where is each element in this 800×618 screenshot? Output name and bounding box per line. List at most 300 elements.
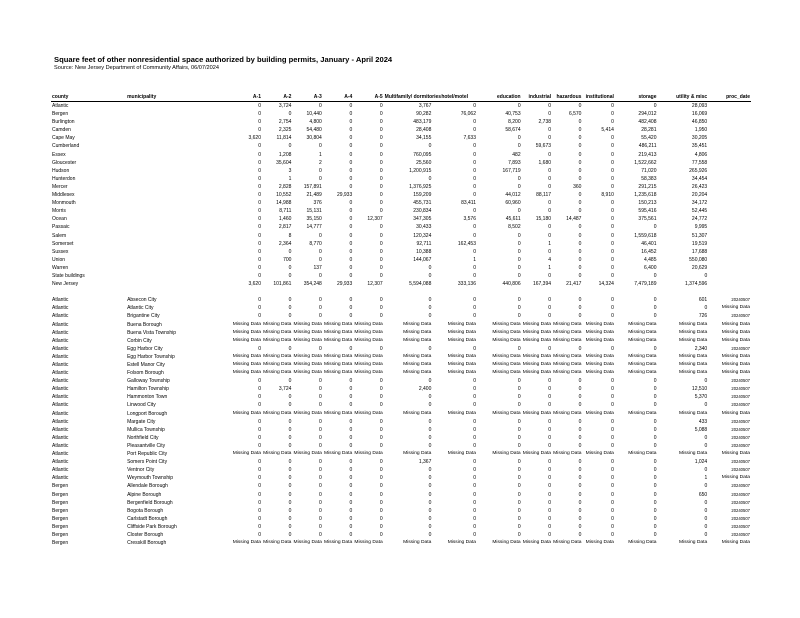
value-cell: 0 bbox=[258, 499, 261, 506]
value-cell: 0 bbox=[379, 272, 383, 279]
value-cell: 0 bbox=[379, 305, 383, 312]
municipality-cell bbox=[126, 134, 232, 142]
value-cell: Missing Data bbox=[263, 540, 292, 546]
value-cell: 0 bbox=[473, 394, 476, 401]
municipality-cell bbox=[126, 126, 232, 134]
value-cell: 0 bbox=[548, 491, 552, 498]
value-cell: 0 bbox=[379, 119, 383, 126]
value-cell: 0 bbox=[319, 345, 322, 352]
value-cell: 3 bbox=[288, 167, 292, 174]
value-cell: 101,861 bbox=[273, 281, 292, 288]
value-cell: 0 bbox=[349, 426, 353, 433]
value-cell: 159,209 bbox=[413, 192, 432, 199]
value-cell: 0 bbox=[473, 313, 476, 320]
value-cell: 0 bbox=[349, 467, 353, 474]
value-cell: 0 bbox=[578, 467, 582, 474]
value-cell: 0 bbox=[288, 418, 292, 425]
municipality-cell: Pleasantville City bbox=[127, 442, 166, 449]
value-cell: 0 bbox=[611, 240, 614, 247]
value-cell: 0 bbox=[258, 297, 261, 304]
value-cell: 0 bbox=[473, 151, 476, 158]
value-cell: 482,408 bbox=[638, 119, 657, 126]
value-cell: 0 bbox=[578, 248, 582, 255]
value-cell: 0 bbox=[548, 297, 552, 304]
value-cell: 0 bbox=[473, 475, 476, 482]
value-cell: 0 bbox=[428, 297, 432, 304]
value-cell: 0 bbox=[258, 426, 261, 433]
value-cell: 0 bbox=[319, 272, 322, 279]
report-source: Source: New Jersey Department of Community Affairs, 06/07/2024 bbox=[54, 65, 219, 71]
value-cell bbox=[708, 264, 751, 272]
value-cell: 0 bbox=[473, 119, 476, 126]
value-cell: 0 bbox=[517, 135, 521, 142]
value-cell: 1,024 bbox=[694, 459, 708, 466]
value-cell: 0 bbox=[704, 442, 708, 449]
value-cell: Missing Data bbox=[263, 451, 292, 457]
value-cell: 0 bbox=[653, 402, 657, 409]
value-cell: 0 bbox=[258, 127, 261, 134]
value-cell: 0 bbox=[517, 467, 521, 474]
value-cell: 0 bbox=[611, 264, 614, 271]
value-cell: Missing Data bbox=[293, 329, 322, 335]
value-cell: 0 bbox=[379, 483, 383, 490]
value-cell: 0 bbox=[258, 256, 261, 263]
value-cell: 3,576 bbox=[463, 216, 476, 223]
value-cell: 700 bbox=[283, 256, 292, 263]
value-cell: Missing Data bbox=[447, 540, 476, 546]
value-cell: 1,367 bbox=[418, 459, 432, 466]
value-cell: Missing Data bbox=[323, 370, 353, 376]
value-cell: 291,215 bbox=[638, 183, 657, 190]
municipality-row bbox=[51, 515, 751, 523]
value-cell: Missing Data bbox=[522, 362, 552, 367]
value-cell: 0 bbox=[653, 297, 657, 304]
value-cell: 0 bbox=[473, 523, 476, 530]
municipality-cell: Corbin City bbox=[127, 337, 152, 344]
value-cell: 0 bbox=[653, 345, 657, 352]
value-cell: 0 bbox=[258, 507, 261, 514]
value-cell bbox=[708, 175, 751, 183]
value-cell: Missing Data bbox=[721, 329, 750, 335]
value-cell: 5,414 bbox=[601, 127, 614, 134]
value-cell: 0 bbox=[611, 159, 614, 166]
value-cell: 0 bbox=[548, 402, 552, 409]
municipality-row bbox=[51, 418, 751, 426]
municipality-cell: Port Republic City bbox=[127, 451, 168, 458]
value-cell: 0 bbox=[258, 418, 261, 425]
county-cell: Passaic bbox=[52, 224, 70, 231]
value-cell: 0 bbox=[473, 434, 476, 441]
value-cell: 0 bbox=[611, 402, 614, 409]
value-cell: 0 bbox=[288, 305, 292, 312]
value-cell: 0 bbox=[578, 378, 582, 385]
value-cell: 0 bbox=[428, 475, 432, 482]
value-cell: 0 bbox=[548, 232, 552, 239]
county-cell: Somerset bbox=[52, 240, 74, 247]
value-cell: Missing Data bbox=[553, 410, 582, 416]
value-cell: 20,204 bbox=[691, 192, 708, 199]
value-cell: Missing Data bbox=[522, 370, 552, 376]
value-cell: 0 bbox=[578, 232, 582, 239]
value-cell: 0 bbox=[319, 426, 322, 433]
value-cell: Missing Data bbox=[447, 321, 476, 327]
value-cell: Missing Data bbox=[553, 321, 582, 327]
value-cell: Missing Data bbox=[293, 410, 322, 416]
value-cell: 17,688 bbox=[691, 248, 708, 255]
value-cell: 20,629 bbox=[691, 264, 708, 271]
value-cell: 0 bbox=[258, 491, 261, 498]
value-cell: 0 bbox=[578, 159, 582, 166]
value-cell: 0 bbox=[653, 483, 657, 490]
column-header-6: A-5 bbox=[353, 86, 383, 102]
municipality-cell bbox=[126, 102, 232, 111]
county-cell: Atlantic bbox=[52, 410, 69, 417]
value-cell: 0 bbox=[473, 378, 476, 385]
municipality-row bbox=[51, 296, 751, 304]
value-cell: Missing Data bbox=[628, 451, 657, 457]
value-cell: 1,200,915 bbox=[409, 167, 432, 174]
value-cell: 0 bbox=[258, 175, 261, 182]
value-cell: 0 bbox=[578, 345, 582, 352]
value-cell: Missing Data bbox=[585, 370, 614, 376]
county-total-row bbox=[51, 207, 751, 215]
municipality-cell: Margate City bbox=[127, 418, 156, 425]
municipality-cell: Egg Harbor Township bbox=[127, 353, 175, 360]
county-total-row bbox=[51, 256, 751, 264]
value-cell: 0 bbox=[349, 111, 353, 118]
value-cell: Missing Data bbox=[678, 353, 708, 359]
value-cell: 0 bbox=[548, 467, 552, 474]
value-cell: 28,281 bbox=[641, 127, 657, 134]
value-cell: 7,479,189 bbox=[634, 281, 657, 288]
value-cell: 0 bbox=[379, 434, 383, 441]
municipality-cell: Buena Borough bbox=[127, 321, 162, 328]
county-cell: Bergen bbox=[52, 483, 69, 490]
value-cell: 2,400 bbox=[418, 386, 432, 393]
value-cell: Missing Data bbox=[522, 451, 552, 457]
value-cell: 60,960 bbox=[505, 200, 521, 207]
value-cell: 20240507 bbox=[731, 378, 750, 384]
value-cell: 12,307 bbox=[367, 216, 383, 223]
value-cell: 0 bbox=[611, 499, 614, 506]
county-totals-section bbox=[51, 102, 751, 289]
value-cell: 137 bbox=[313, 264, 322, 271]
value-cell: 1,235,618 bbox=[634, 192, 657, 199]
value-cell: 0 bbox=[319, 378, 322, 385]
value-cell: Missing Data bbox=[403, 329, 432, 335]
value-cell: 1 bbox=[473, 256, 476, 263]
value-cell: 0 bbox=[578, 297, 582, 304]
value-cell: 0 bbox=[548, 499, 552, 506]
municipality-cell: Closter Borough bbox=[127, 531, 164, 538]
value-cell: 0 bbox=[379, 200, 383, 207]
value-cell: Missing Data bbox=[721, 410, 750, 416]
value-cell: 0 bbox=[349, 483, 353, 490]
value-cell: 0 bbox=[611, 305, 614, 312]
value-cell bbox=[708, 240, 751, 248]
value-cell: 0 bbox=[517, 475, 521, 482]
value-cell: 0 bbox=[517, 386, 521, 393]
value-cell: Missing Data bbox=[678, 362, 708, 367]
value-cell: 0 bbox=[578, 151, 582, 158]
value-cell: 44,012 bbox=[505, 192, 521, 199]
value-cell: 0 bbox=[517, 264, 521, 271]
county-cell: Atlantic bbox=[52, 103, 69, 109]
county-total-row bbox=[51, 126, 751, 134]
municipality-row bbox=[51, 393, 751, 401]
value-cell: 0 bbox=[473, 305, 476, 312]
value-cell: 0 bbox=[473, 491, 476, 498]
value-cell: 0 bbox=[473, 467, 476, 474]
value-cell: 28,093 bbox=[691, 103, 708, 109]
value-cell: 24,772 bbox=[691, 216, 708, 223]
value-cell: Missing Data bbox=[323, 410, 353, 416]
value-cell: 0 bbox=[349, 418, 353, 425]
municipality-cell: Bergenfield Borough bbox=[127, 499, 173, 506]
county-cell: Atlantic bbox=[52, 337, 69, 344]
value-cell: Missing Data bbox=[628, 321, 657, 327]
value-cell: 2,754 bbox=[278, 119, 292, 126]
value-cell: 0 bbox=[611, 459, 614, 466]
county-cell: Essex bbox=[52, 151, 66, 158]
value-cell: 0 bbox=[611, 418, 614, 425]
county-cell: Bergen bbox=[52, 499, 69, 506]
value-cell: 0 bbox=[349, 135, 353, 142]
value-cell: 0 bbox=[578, 256, 582, 263]
value-cell: 0 bbox=[428, 507, 432, 514]
value-cell: 0 bbox=[517, 232, 521, 239]
value-cell: 1 bbox=[319, 151, 322, 158]
value-cell: Missing Data bbox=[585, 337, 614, 343]
value-cell: Missing Data bbox=[403, 451, 432, 457]
value-cell: Missing Data bbox=[263, 353, 292, 359]
value-cell: Missing Data bbox=[628, 337, 657, 343]
table-header-row bbox=[51, 86, 751, 102]
county-cell: Atlantic bbox=[52, 451, 69, 458]
value-cell: 0 bbox=[517, 523, 521, 530]
value-cell: 20240507 bbox=[731, 467, 750, 473]
value-cell: 0 bbox=[578, 483, 582, 490]
municipality-row bbox=[51, 345, 751, 353]
value-cell: 20240507 bbox=[731, 507, 750, 513]
value-cell: 40,753 bbox=[505, 111, 521, 118]
value-cell: 0 bbox=[319, 434, 322, 441]
value-cell: 0 bbox=[258, 313, 261, 320]
value-cell: 0 bbox=[517, 531, 521, 538]
value-cell: 0 bbox=[517, 313, 521, 320]
value-cell: Missing Data bbox=[447, 451, 476, 457]
value-cell: 0 bbox=[379, 111, 383, 118]
value-cell: 0 bbox=[653, 386, 657, 393]
value-cell: 0 bbox=[379, 491, 383, 498]
value-cell: 0 bbox=[349, 394, 353, 401]
value-cell: Missing Data bbox=[492, 337, 521, 343]
county-total-row bbox=[51, 240, 751, 248]
municipality-cell bbox=[126, 256, 232, 264]
value-cell: Missing Data bbox=[585, 451, 614, 457]
municipality-cell bbox=[126, 199, 232, 207]
value-cell: 0 bbox=[288, 507, 292, 514]
value-cell: Missing Data bbox=[492, 451, 521, 457]
value-cell: 5,370 bbox=[694, 394, 708, 401]
value-cell: Missing Data bbox=[403, 362, 432, 367]
value-cell: 726 bbox=[698, 313, 708, 320]
value-cell: 19,519 bbox=[691, 240, 708, 247]
municipality-row bbox=[51, 337, 751, 345]
value-cell: 0 bbox=[379, 467, 383, 474]
value-cell bbox=[708, 159, 751, 167]
value-cell: 157,891 bbox=[303, 183, 322, 190]
value-cell: 0 bbox=[704, 499, 708, 506]
value-cell: 0 bbox=[473, 175, 476, 182]
value-cell: 0 bbox=[288, 475, 292, 482]
value-cell: Missing Data bbox=[522, 329, 552, 335]
value-cell: 0 bbox=[611, 378, 614, 385]
value-cell: Missing Data bbox=[492, 362, 521, 367]
value-cell: 0 bbox=[473, 143, 476, 150]
value-cell: 0 bbox=[548, 515, 552, 522]
value-cell: 20240507 bbox=[731, 297, 750, 303]
value-cell: Missing Data bbox=[232, 362, 261, 367]
value-cell: 0 bbox=[611, 507, 614, 514]
municipality-row bbox=[51, 361, 751, 369]
value-cell: Missing Data bbox=[522, 353, 552, 359]
value-cell: 0 bbox=[349, 297, 353, 304]
value-cell: 0 bbox=[653, 224, 657, 231]
value-cell: 0 bbox=[517, 248, 521, 255]
value-cell: 0 bbox=[258, 208, 261, 215]
county-cell: Cape May bbox=[52, 135, 75, 142]
value-cell: Missing Data bbox=[447, 337, 476, 343]
value-cell: 46,401 bbox=[641, 240, 657, 247]
value-cell: 54,480 bbox=[306, 127, 322, 134]
value-cell: 0 bbox=[428, 467, 432, 474]
value-cell: 0 bbox=[288, 459, 292, 466]
value-cell: 0 bbox=[611, 467, 614, 474]
value-cell: Missing Data bbox=[628, 362, 657, 367]
value-cell: Missing Data bbox=[354, 329, 383, 335]
value-cell: 0 bbox=[258, 459, 261, 466]
county-cell: Atlantic bbox=[52, 297, 69, 304]
value-cell: 0 bbox=[428, 515, 432, 522]
value-cell bbox=[708, 280, 751, 288]
municipality-cell: Bogota Borough bbox=[127, 507, 164, 514]
value-cell: 0 bbox=[517, 305, 521, 312]
value-cell bbox=[708, 118, 751, 126]
value-cell: 0 bbox=[611, 491, 614, 498]
value-cell: 0 bbox=[653, 491, 657, 498]
value-cell: 46,850 bbox=[691, 119, 708, 126]
value-cell: 0 bbox=[548, 507, 552, 514]
value-cell: 0 bbox=[349, 208, 353, 215]
county-cell: Atlantic bbox=[52, 459, 69, 466]
value-cell: 0 bbox=[611, 248, 614, 255]
value-cell: Missing Data bbox=[403, 353, 432, 359]
value-cell: 0 bbox=[473, 232, 476, 239]
value-cell: Missing Data bbox=[263, 370, 292, 376]
value-cell: 0 bbox=[611, 232, 614, 239]
value-cell: 144,067 bbox=[413, 256, 432, 263]
value-cell: Missing Data bbox=[522, 337, 552, 343]
value-cell: 0 bbox=[548, 248, 552, 255]
value-cell bbox=[708, 191, 751, 199]
value-cell: 0 bbox=[319, 386, 322, 393]
value-cell: Missing Data bbox=[354, 353, 383, 359]
value-cell: 0 bbox=[258, 442, 261, 449]
municipality-cell: Absecon City bbox=[127, 297, 157, 304]
value-cell: 30,804 bbox=[306, 135, 322, 142]
value-cell: 0 bbox=[548, 378, 552, 385]
value-cell: 0 bbox=[473, 515, 476, 522]
value-cell: 0 bbox=[473, 272, 476, 279]
value-cell: Missing Data bbox=[293, 321, 322, 327]
value-cell: 3,620 bbox=[248, 281, 261, 288]
county-cell: Sussex bbox=[52, 248, 69, 255]
value-cell: 0 bbox=[258, 483, 261, 490]
value-cell: 0 bbox=[653, 459, 657, 466]
value-cell: 0 bbox=[288, 143, 292, 150]
county-cell: Atlantic bbox=[52, 378, 69, 385]
value-cell: 0 bbox=[379, 208, 383, 215]
county-total-row bbox=[51, 142, 751, 150]
value-cell: 0 bbox=[704, 434, 708, 441]
value-cell: 0 bbox=[517, 175, 521, 182]
value-cell: 20240507 bbox=[731, 313, 750, 319]
value-cell: 0 bbox=[319, 515, 322, 522]
value-cell: 0 bbox=[379, 264, 383, 271]
value-cell: 16,452 bbox=[641, 248, 657, 255]
value-cell: 0 bbox=[349, 386, 353, 393]
value-cell: 2,738 bbox=[538, 119, 552, 126]
value-cell: 0 bbox=[258, 523, 261, 530]
value-cell: 376 bbox=[313, 200, 322, 207]
value-cell: 0 bbox=[653, 434, 657, 441]
value-cell: 0 bbox=[578, 531, 582, 538]
value-cell: 0 bbox=[548, 531, 552, 538]
value-cell: Missing Data bbox=[447, 353, 476, 359]
value-cell: 219,413 bbox=[638, 151, 657, 158]
value-cell: 0 bbox=[349, 151, 353, 158]
value-cell: 0 bbox=[473, 507, 476, 514]
county-cell: Atlantic bbox=[52, 305, 69, 312]
value-cell: Missing Data bbox=[232, 370, 261, 376]
value-cell: 20240507 bbox=[731, 394, 750, 400]
value-cell bbox=[708, 167, 751, 175]
value-cell: 0 bbox=[349, 313, 353, 320]
value-cell: 0 bbox=[611, 475, 614, 482]
value-cell: Missing Data bbox=[585, 410, 614, 416]
value-cell bbox=[708, 232, 751, 240]
value-cell: 360 bbox=[573, 183, 582, 190]
value-cell: 455,731 bbox=[413, 200, 432, 207]
value-cell: 0 bbox=[473, 183, 476, 190]
municipality-row bbox=[51, 539, 751, 547]
municipality-row bbox=[51, 329, 751, 337]
value-cell: Missing Data bbox=[628, 370, 657, 376]
value-cell: 0 bbox=[349, 459, 353, 466]
value-cell: 0 bbox=[379, 167, 383, 174]
value-cell: 0 bbox=[258, 345, 261, 352]
county-total-row bbox=[51, 102, 751, 111]
value-cell: 0 bbox=[349, 143, 353, 150]
value-cell: 0 bbox=[258, 151, 261, 158]
value-cell: 0 bbox=[611, 256, 614, 263]
value-cell: 0 bbox=[349, 232, 353, 239]
value-cell: 8,200 bbox=[508, 119, 521, 126]
value-cell: Missing Data bbox=[553, 370, 582, 376]
county-cell: Union bbox=[52, 256, 66, 263]
value-cell: Missing Data bbox=[522, 410, 552, 416]
